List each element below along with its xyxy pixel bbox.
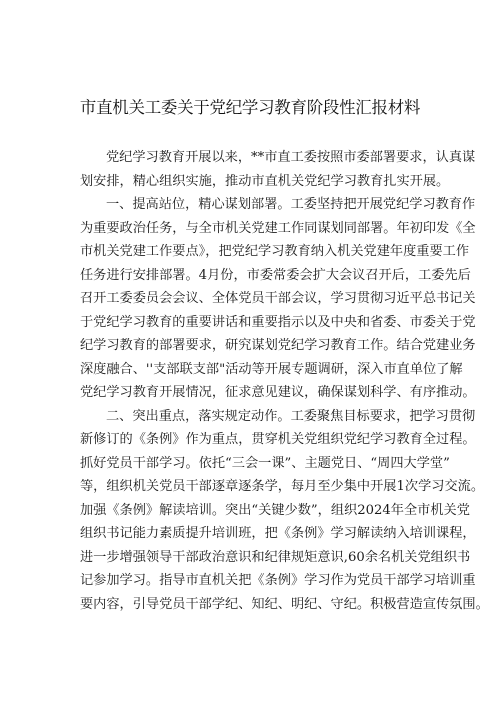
document-body — [80, 146, 489, 616]
paragraph-line: 要内容，引导党员干部学纪、知纪、明纪、守纪。积极营造宣传氛围。 — [80, 596, 489, 612]
paragraph-line: 为重要政治任务，与全市机关党建工作同谋划同部署。年初印发《全 — [80, 220, 476, 236]
paragraph-line: 召开工委委员会会议、全体党员干部会议，学习贯彻习近平总书记关 — [80, 291, 476, 306]
paragraph-line: 新修订的《条例》作为重点，贯穿机关党组织党纪学习教育全过程。 — [80, 432, 476, 447]
paragraph-line: 纪学习教育的部署要求，研究谋划党纪学习教育工作。结合党建业务 — [80, 338, 476, 353]
paragraph-line: 加强《条例》解读培训。突出“关键少数”，组织2024年全市机关党 — [80, 502, 470, 518]
paragraph-line: 划安排，精心组织实施，推动市直机关党纪学习教育扎实开展。 — [80, 173, 450, 189]
paragraph-line: 深度融合、''支部联支部"活动等开展专题调研，深入市直单位了解 — [80, 361, 463, 377]
paragraph-line: 二、突出重点，落实规定动作。工委聚焦目标要求，把学习贯彻 — [106, 408, 476, 424]
paragraph-line: 等，组织机关党员干部逐章逐条学，每月至少集中开展1次学习交流。 — [80, 479, 485, 494]
paragraph-line: 党纪学习教育开展以来，**市直工委按照市委部署要求，认真谋 — [106, 150, 476, 165]
paragraph-line: 党纪学习教育开展情况，征求意见建议，确保谋划科学、有序推动。 — [80, 385, 476, 400]
paragraph-line: 一、提高站位，精心谋划部署。工委坚持把开展党纪学习教育作 — [106, 197, 476, 212]
paragraph-line: 记参加学习。指导市直机关把《条例》学习作为党员干部学习培训重 — [80, 573, 476, 588]
paragraph-line: 于党纪学习教育的重要讲话和重要指示以及中央和省委、市委关于党 — [80, 314, 476, 330]
paragraph-line: 任务进行安排部署。4月份，市委常委会扩大会议召开后，工委先后 — [80, 267, 471, 283]
paragraph-line: 抓好党员干部学习。依托“三会一课”、主题党日、“周四大学堂” — [80, 455, 450, 471]
document-title: 市直机关工委关于党纪学习教育阶段性汇报材料 — [79, 98, 421, 117]
paragraph-line: 进一步增强领导干部政治意识和纪律规矩意识,60余名机关党组织书 — [80, 549, 471, 565]
paragraph-line: 组织书记能力素质提升培训班，把《条例》学习解读纳入培训课程， — [80, 526, 476, 541]
paragraph-line: 市机关党建工作要点》，把党纪学习教育纳入机关党建年度重要工作 — [80, 244, 470, 259]
